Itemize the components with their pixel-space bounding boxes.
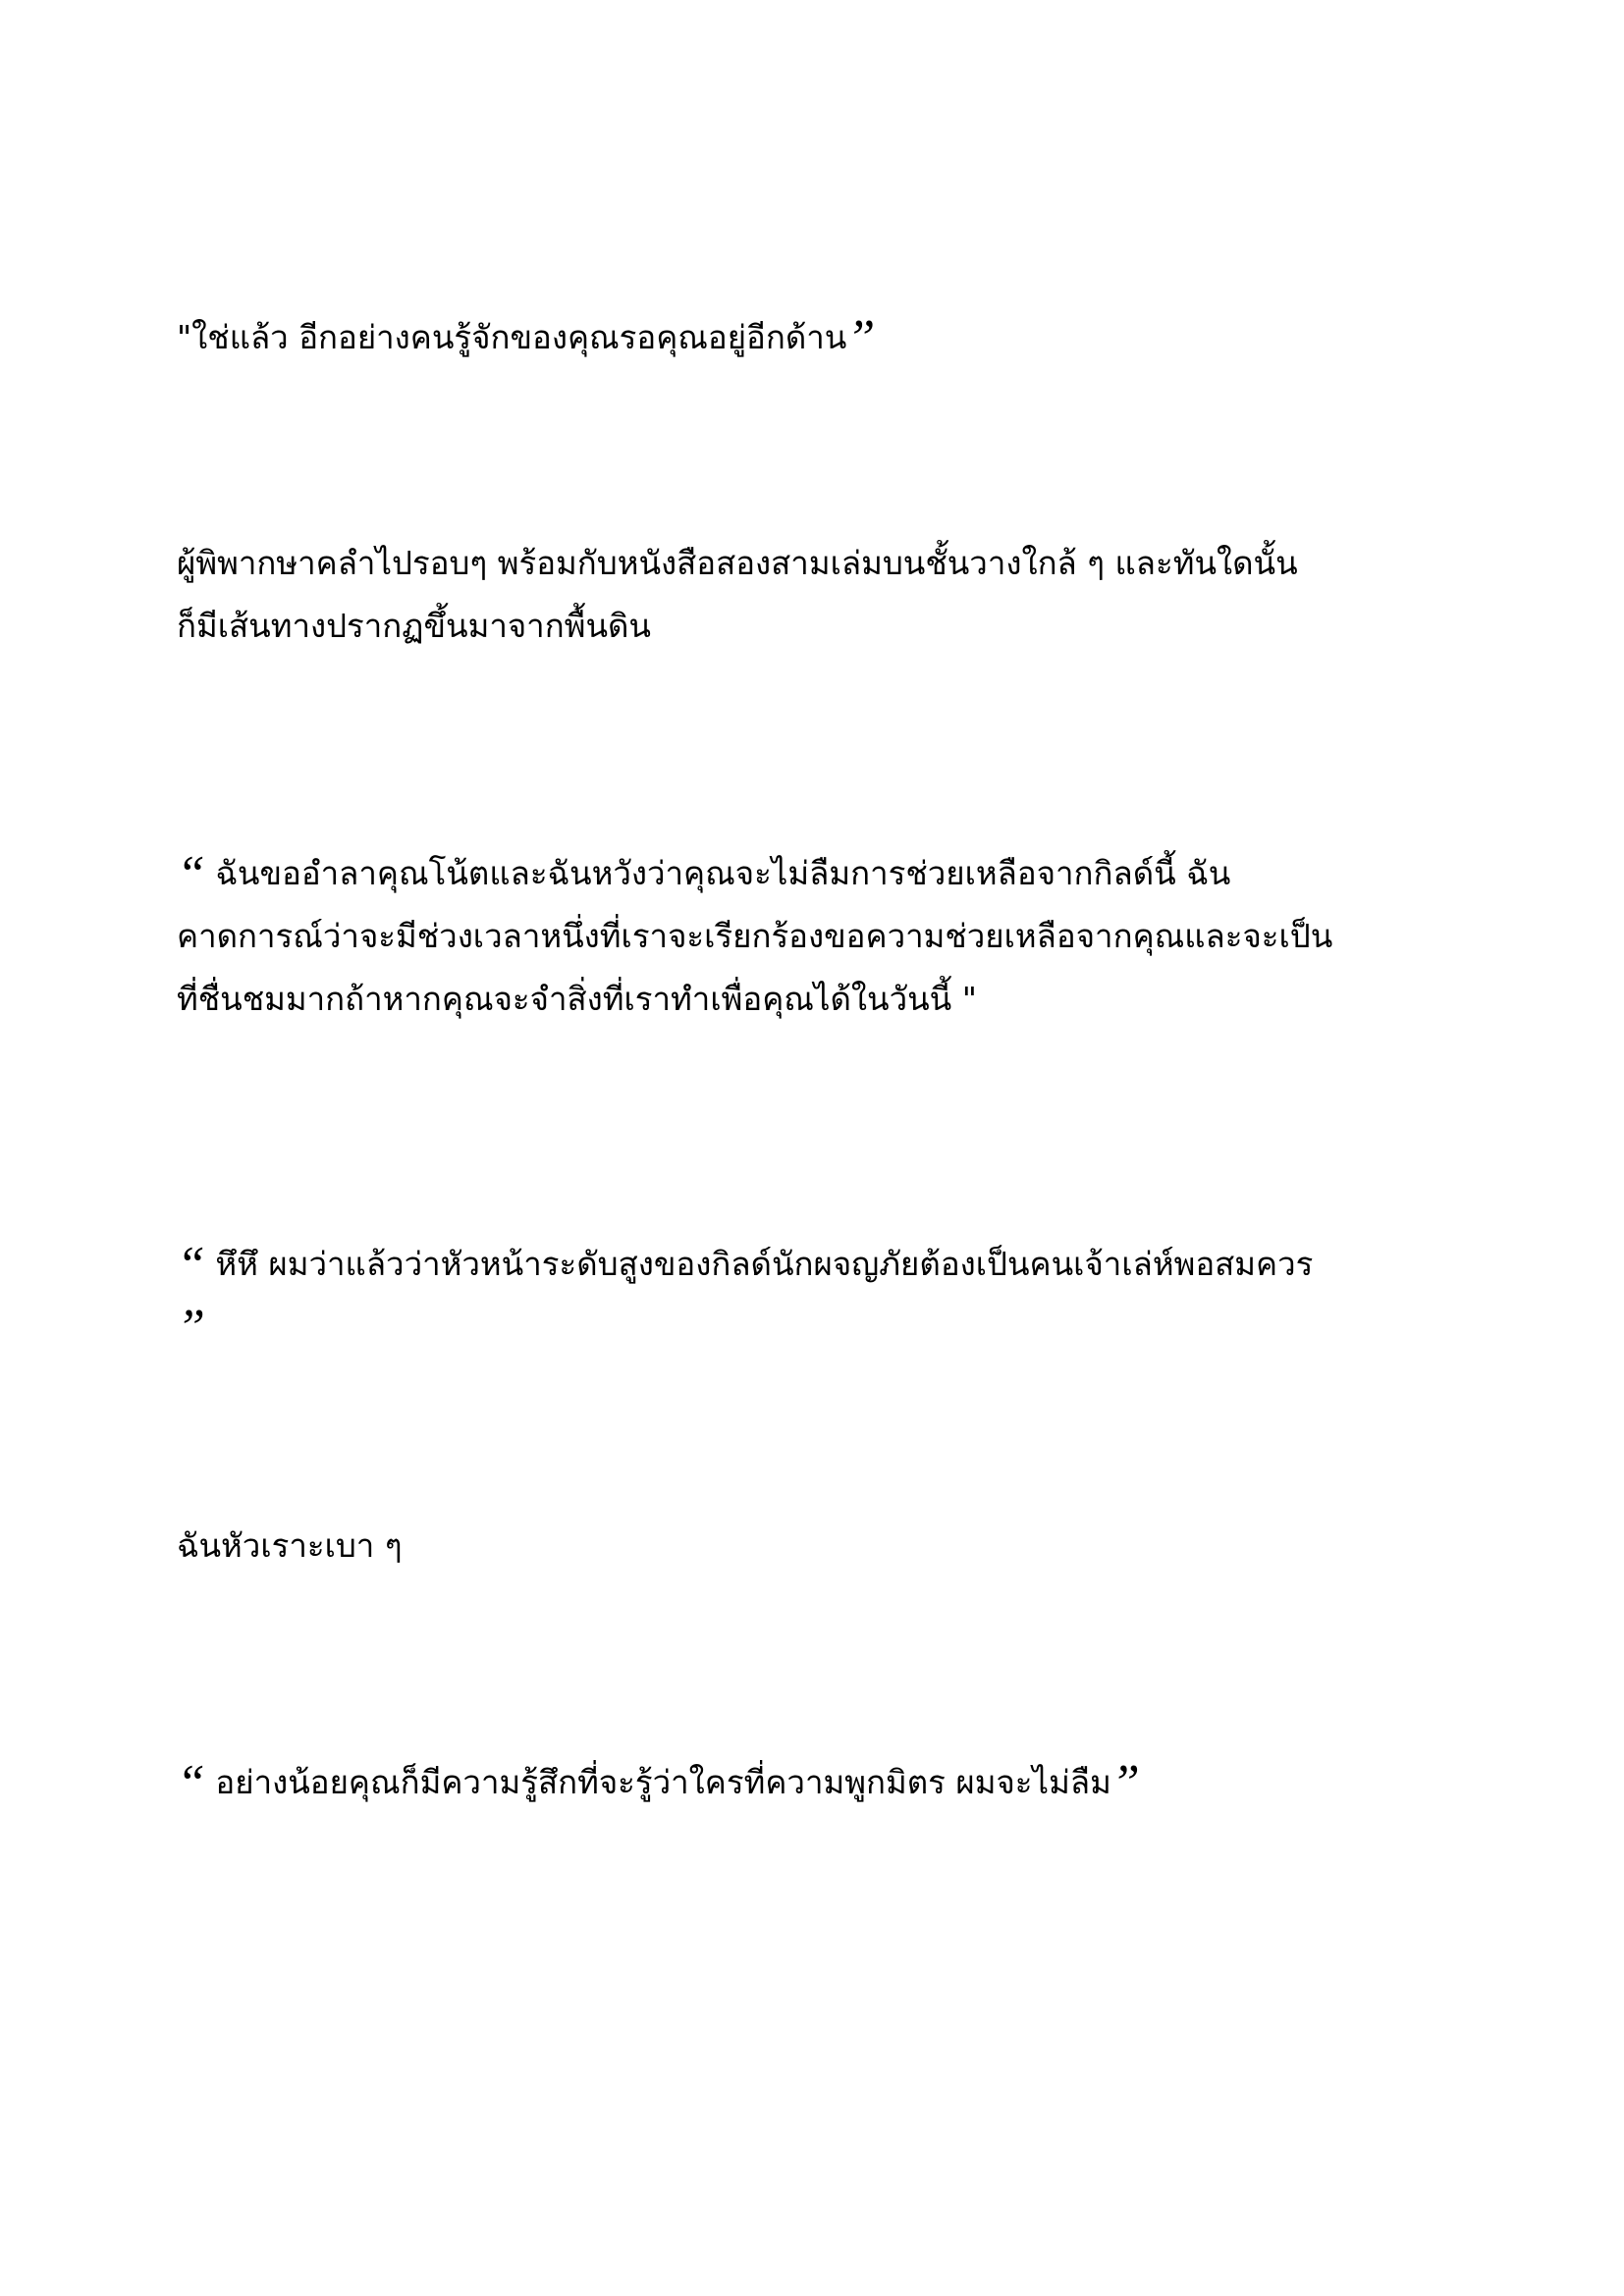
- paragraph-6-line-1: อย่างน้อยคุณก็มีความรู้สึกที่จะรู้ว่าใครที่ความพูกมิตร ผมจะไม่ลืม: [204, 1763, 1111, 1801]
- paragraph-1-line-1: "ใช่แล้ว อีกอย่างคนรู้จักของคุณรอคุณอยู่อีกด้าน: [177, 318, 847, 356]
- paragraph-4: [177, 1233, 1443, 1359]
- opening-quote-mark: “: [177, 1755, 205, 1811]
- paragraph-2-line-1: ผู้พิพากษาคลำไปรอบๆ พร้อมกับหนังสือสองสามเล่มบนชั้นวางใกล้ ๆ และทันใดนั้น: [177, 544, 1298, 582]
- paragraph-3-line-2: คาดการณ์ว่าจะมีช่วงเวลาหนึ่งที่เราจะเรียกร้องขอความช่วยเหลือจากคุณและจะเป็น: [177, 917, 1333, 955]
- paragraph-3-line-3: ที่ชื่นชมมากถ้าหากคุณจะจำสิ่งที่เราทำเพื่อคุณได้ในวันนี้ ": [177, 980, 977, 1018]
- opening-quote-mark: “: [177, 846, 205, 902]
- paragraph-2: [177, 532, 1443, 658]
- paragraph-4-line-1: หึหึ ผมว่าแล้วว่าหัวหน้าระดับสูงของกิลด์นักผจญภัยต้องเป็นคนเจ้าเล่ห์พอสมควร: [204, 1245, 1314, 1283]
- opening-quote-mark: “: [177, 1237, 205, 1293]
- closing-quote-mark: ”: [1110, 1755, 1140, 1811]
- paragraph-3: [177, 842, 1443, 1031]
- paragraph-3-line-1: ฉันขออำลาคุณโน้ตและฉันหวังว่าคุณจะไม่ลืมการช่วยเหลือจากกิลด์นี้ ฉัน: [204, 854, 1231, 892]
- paragraph-5-line-1: ฉันหัวเราะเบา ๆ: [177, 1526, 403, 1565]
- paragraph-1: [177, 306, 1443, 369]
- paragraph-2-line-2: ก็มีเส้นทางปรากฏขึ้นมาจากพื้นดิน: [177, 607, 651, 645]
- paragraph-5: [177, 1515, 1443, 1577]
- closing-quote-mark: ”: [177, 1300, 205, 1356]
- paragraph-6: [177, 1751, 1443, 1814]
- closing-quote-mark: ”: [846, 310, 876, 366]
